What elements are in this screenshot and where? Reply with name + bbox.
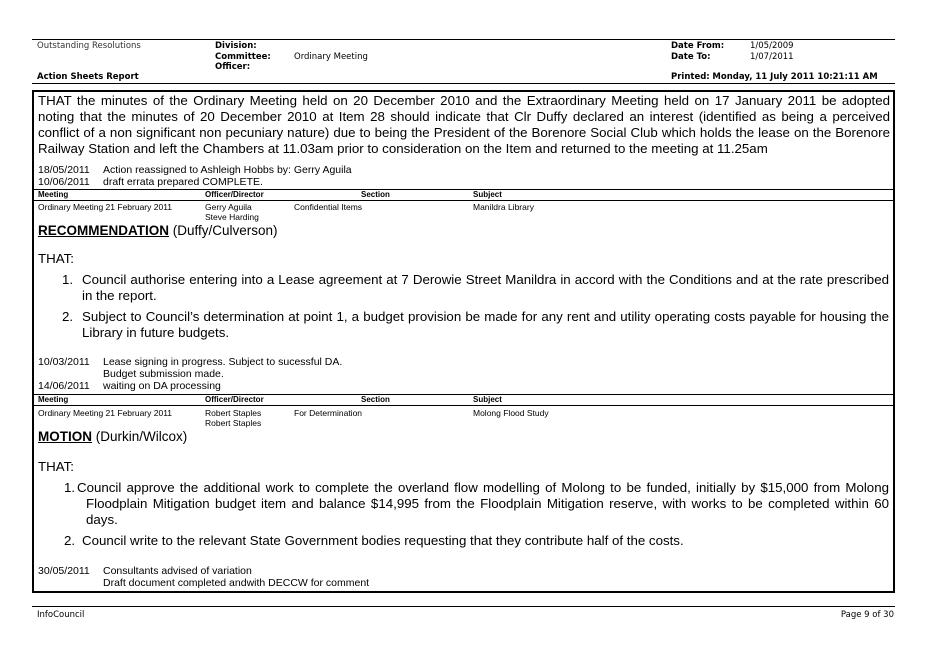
section3-item-text: Council write to the relevant State Government bodies requesting that they contribute half of the costs.	[82, 533, 684, 548]
date-from-value: 1/05/2009	[750, 41, 794, 51]
section3-note-text: Consultants advised of variation	[103, 565, 252, 577]
date-from-label: Date From:	[671, 41, 725, 51]
section3-item-text: Council approve the additional work to complete the overland flow modelling of Molong to be funded, initially by $15,000 from Molong Floodplain Mitigation budget item and balance $14,995 from the Floodplain Mitigation reserve, with works to be completed within 60 days.	[77, 480, 889, 527]
section2-item-text: Council authorise entering into a Lease agreement at 7 Derowie Street Manildra in accord with the Conditions and at the rate prescribed in the report.	[82, 272, 889, 303]
committee-label: Committee:	[215, 52, 271, 62]
section3-officer: Robert Staples	[205, 408, 262, 418]
section3-heading-line	[38, 429, 187, 445]
section1-body: THAT the minutes of the Ordinary Meeting held on 20 December 2010 and the Extraordinary Meeting held on 17 January 2011 be adopted noting that the minutes of 20 December 2010 at Item 28 should indicate that Clr Duffy declared an interest (identified as being a perceived conflict of a non significant non pecuniary nature) due to being the President of the Borenore Social Club which holds the lease on the Borenore Railway Station and left the Chambers at 11.03am prior to consideration on the Item and returned to the meeting at 11.25am	[38, 93, 890, 156]
section2-item-num: 1.	[62, 272, 74, 287]
printed-stamp	[671, 72, 878, 82]
report-title: Outstanding Resolutions	[37, 41, 141, 51]
report-subtitle: Action Sheets Report	[37, 72, 139, 82]
header-bottom-rule	[32, 83, 895, 84]
section2-note-date: 14/06/2011	[38, 380, 90, 392]
col-subject: Subject	[473, 190, 502, 199]
section2-note-text: Lease signing in progress. Subject to sucessful DA.	[103, 356, 343, 368]
section2-subject: Manildra Library	[473, 202, 534, 212]
section1-note-date: 10/06/2011	[38, 176, 90, 188]
section2-director: Steve Harding	[205, 212, 259, 222]
col-subject: Subject	[473, 395, 502, 404]
section2-item-text: Subject to Council’s determination at point 1, a budget provision be made for any rent and utility operating costs payable for housing the Library in future budgets.	[82, 309, 889, 340]
column-header-row	[32, 189, 895, 201]
section2-note-text: waiting on DA processing	[103, 380, 221, 392]
section3-section: For Determination	[294, 408, 363, 418]
section2-that: THAT:	[38, 251, 74, 266]
col-section: Section	[361, 190, 390, 199]
section2-officer: Gerry Aguila	[205, 202, 252, 212]
section1-note-text: Action reassigned to Ashleigh Hobbs by: Gerry Aguila	[103, 164, 352, 176]
section3-director: Robert Staples	[205, 418, 262, 428]
section2-item-num: 2.	[62, 309, 74, 324]
footer-brand: InfoCouncil	[37, 610, 85, 620]
col-officer: Officer/Director	[205, 190, 264, 199]
printed-label: Printed:	[671, 72, 710, 82]
motion-heading: MOTION	[38, 429, 92, 444]
section3-item-num: 2.	[64, 533, 76, 548]
officer-label: Officer:	[215, 62, 251, 72]
date-to-value: 1/07/2011	[750, 52, 794, 62]
section3-subject: Molong Flood Study	[473, 408, 549, 418]
division-label: Division:	[215, 41, 257, 51]
page-number: Page 9 of 30	[840, 610, 894, 620]
column-header-row	[32, 394, 895, 406]
section2-movers: (Duffy/Culverson)	[172, 223, 278, 238]
section1-note-text: draft errata prepared COMPLETE.	[103, 176, 263, 188]
header-top-rule	[32, 39, 895, 40]
col-meeting: Meeting	[38, 190, 69, 199]
section3-movers: (Durkin/Wilcox)	[95, 429, 188, 444]
recommendation-heading: RECOMMENDATION	[38, 223, 169, 238]
col-section: Section	[361, 395, 390, 404]
printed-value: Monday, 11 July 2011 10:21:11 AM	[712, 72, 878, 82]
committee-value: Ordinary Meeting	[294, 52, 368, 62]
footer-rule	[32, 606, 895, 607]
date-to-label: Date To:	[671, 52, 711, 62]
section3-note-text: Draft document completed andwith DECCW for comment	[103, 577, 370, 589]
col-officer: Officer/Director	[205, 395, 264, 404]
col-meeting: Meeting	[38, 395, 69, 404]
section3-that: THAT:	[38, 459, 74, 474]
section2-note-date: 10/03/2011	[38, 356, 90, 368]
section1-note-date: 18/05/2011	[38, 164, 90, 176]
section2-note-text: Budget submission made.	[103, 368, 224, 380]
section2-heading-line	[38, 223, 278, 239]
section3-item-num: 1.	[64, 480, 76, 495]
section3-note-date: 30/05/2011	[38, 565, 90, 577]
section3-meeting: Ordinary Meeting 21 February 2011	[38, 408, 173, 418]
section2-section: Confidential Items	[294, 202, 363, 212]
section2-meeting: Ordinary Meeting 21 February 2011	[38, 202, 173, 212]
